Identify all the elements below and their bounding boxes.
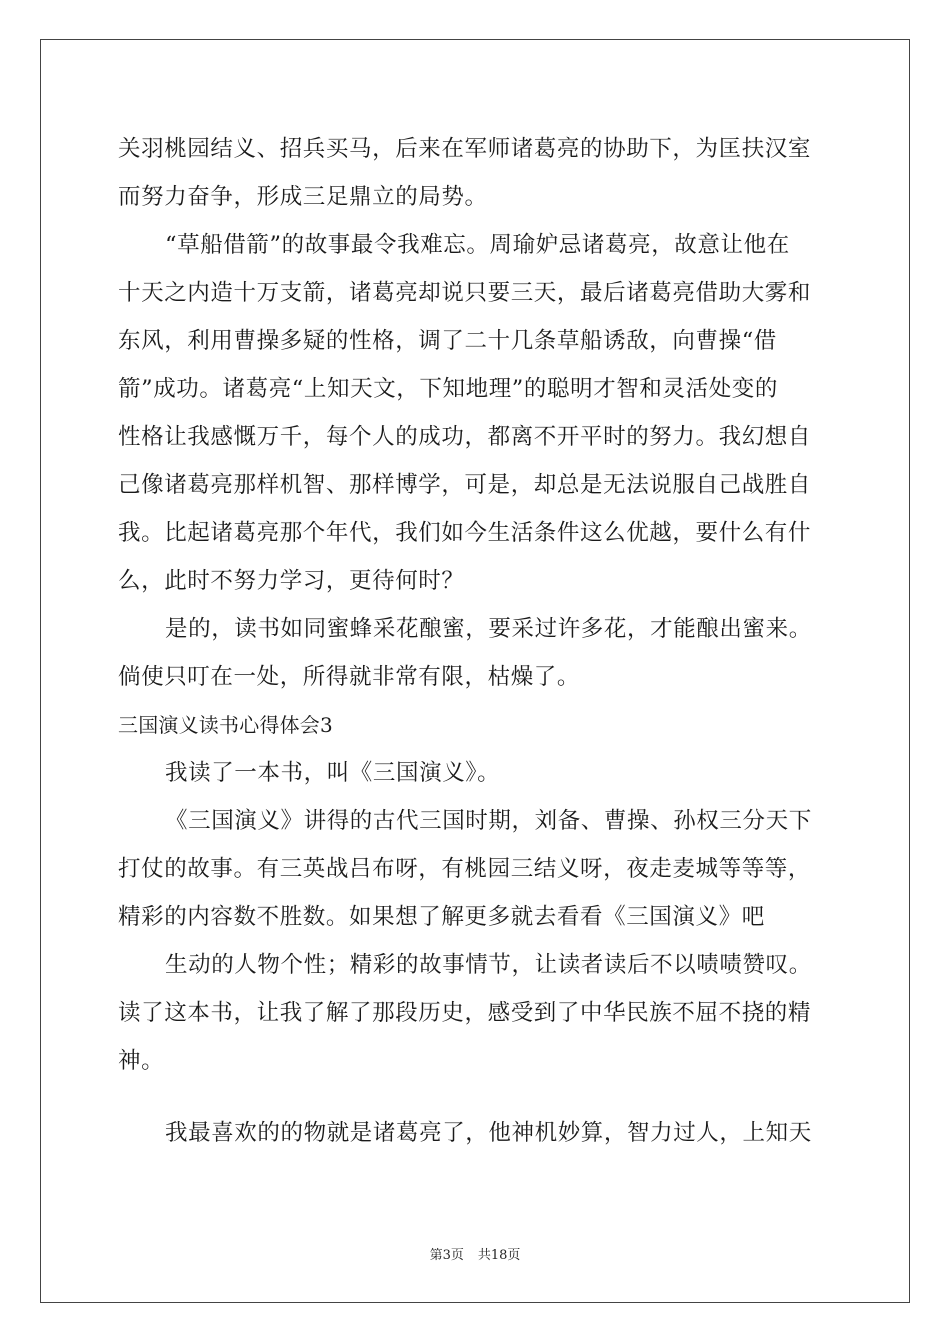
paragraph-first-line: “草船借箭”的故事最令我难忘。周瑜妒忌诸葛亮，故意让他在 — [165, 232, 790, 258]
text-line: 神。 — [118, 1048, 165, 1074]
section-heading: 三国演义读书心得体会3 — [118, 713, 333, 737]
paragraph-first-line: 生动的人物个性；精彩的故事情节，让读者读后不以啧啧赞叹。 — [165, 952, 812, 978]
text-line: 倘使只叮在一处，所得就非常有限，枯燥了。 — [118, 664, 581, 690]
text-line: 十天之内造十万支箭，诸葛亮却说只要三天，最后诸葛亮借助大雾和 — [118, 280, 812, 306]
total-pages: 共18页 — [477, 1248, 521, 1263]
paragraph-first-line: 是的，读书如同蜜蜂采花酿蜜，要采过许多花，才能酿出蜜来。 — [165, 616, 812, 642]
text-line: 打仗的故事。有三英战吕布呀，有桃园三结义呀，夜走麦城等等等， — [118, 856, 812, 882]
text-line: 而努力奋争，形成三足鼎立的局势。 — [118, 184, 488, 210]
text-line: 我。比起诸葛亮那个年代，我们如今生活条件这么优越，要什么有什 — [118, 520, 812, 546]
text-line: 关羽桃园结义、招兵买马，后来在军师诸葛亮的协助下，为匡扶汉室 — [118, 136, 812, 162]
text-line: 箭”成功。诸葛亮“上知天文，下知地理”的聪明才智和灵活处变的 — [118, 376, 779, 402]
paragraph-first-line: 我最喜欢的的物就是诸葛亮了，他神机妙算，智力过人，上知天 — [165, 1120, 812, 1146]
paragraph-first-line: 我读了一本书，叫《三国演义》。 — [165, 760, 501, 786]
paragraph-first-line: 《三国演义》讲得的古代三国时期，刘备、曹操、孙权三分天下 — [165, 808, 812, 834]
text-line: 读了这本书，让我了解了那段历史，感受到了中华民族不屈不挠的精 — [118, 1000, 812, 1026]
text-line: 精彩的内容数不胜数。如果想了解更多就去看看《三国演义》吧 — [118, 904, 765, 930]
text-line: 么，此时不努力学习，更待何时？ — [118, 568, 465, 594]
text-line: 东风，利用曹操多疑的性格，调了二十几条草船诱敌，向曹操“借 — [118, 328, 777, 354]
text-line: 性格让我感慨万千，每个人的成功，都离不开平时的努力。我幻想自 — [118, 424, 812, 450]
text-line: 己像诸葛亮那样机智、那样博学，可是，却总是无法说服自己战胜自 — [118, 472, 812, 498]
page-number: 第3页 — [429, 1248, 464, 1263]
page-footer — [0, 1247, 950, 1265]
